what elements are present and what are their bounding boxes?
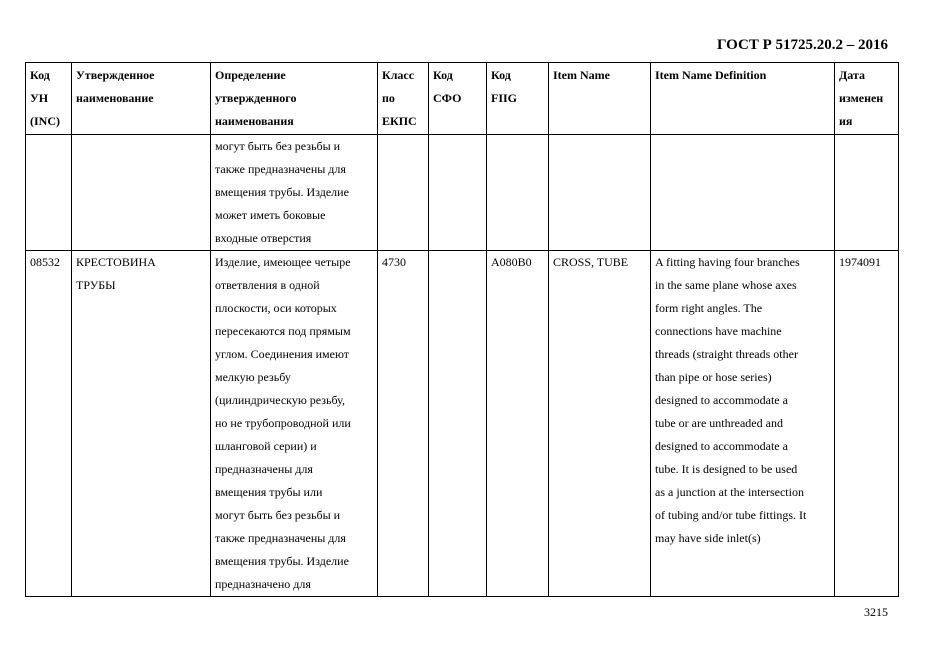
text-line: ТРУБЫ: [76, 278, 116, 292]
text-line: may have side inlet(s): [655, 531, 761, 545]
header-date: [835, 63, 899, 135]
document-standard-title: ГОСТ Р 51725.20.2 – 2016: [716, 37, 888, 53]
text-line: FIIG: [491, 91, 518, 105]
text-line: входные отверстия: [215, 231, 312, 245]
header-fiig: [487, 63, 549, 135]
text-line: могут быть без резьбы и: [215, 508, 341, 522]
cell-item-definition: [651, 251, 835, 597]
text-line: threads (straight threads other: [655, 347, 798, 361]
text-line: ия: [839, 114, 853, 128]
text-line: Класс: [382, 68, 415, 82]
header-item-definition: [651, 63, 835, 135]
text-line: Item Name Definition: [655, 68, 767, 82]
text-line: утвержденного: [215, 91, 297, 105]
text-line: Утвержденное: [76, 68, 155, 82]
text-line: A fitting having four branches: [655, 255, 800, 269]
text-line: of tubing and/or tube fittings. It: [655, 508, 807, 522]
text-line: designed to accommodate a: [655, 439, 788, 453]
text-line: мелкую резьбу: [215, 370, 291, 384]
text-line: может иметь боковые: [215, 208, 326, 222]
text-line: tube or are unthreaded and: [655, 416, 783, 430]
text-line: также предназначены для: [215, 162, 346, 176]
cell-empty: [72, 135, 211, 251]
cell-item-name: CROSS, TUBE: [549, 251, 651, 597]
text-line: Код: [433, 68, 453, 82]
text-line: Изделие, имеющее четыре: [215, 255, 351, 269]
text-line: также предназначены для: [215, 531, 346, 545]
cell-empty: [378, 135, 429, 251]
text-line: Определение: [215, 68, 286, 82]
cell-empty: [429, 135, 487, 251]
text-line: СФО: [433, 91, 462, 105]
text-line: вмещения трубы. Изделие: [215, 554, 349, 568]
page-number: 3215: [864, 605, 888, 619]
text-line: пересекаются под прямым: [215, 324, 351, 338]
text-line: ЕКПС: [382, 114, 417, 128]
header-inc: [26, 63, 72, 135]
cell-empty: [549, 135, 651, 251]
header-class: [378, 63, 429, 135]
text-line: Код: [491, 68, 511, 82]
cell-class: 4730: [378, 251, 429, 597]
text-line: connections have machine: [655, 324, 782, 338]
text-line: наименования: [215, 114, 294, 128]
text-line: Код: [30, 68, 50, 82]
text-line: плоскости, оси которых: [215, 301, 337, 315]
text-line: (цилиндрическую резьбу,: [215, 393, 345, 407]
text-line: углом. Соединения имеют: [215, 347, 350, 361]
catalog-table: [25, 62, 899, 597]
text-line: по: [382, 91, 395, 105]
table-row: [26, 251, 899, 597]
text-line: шланговой серии) и: [215, 439, 317, 453]
text-line: Item Name: [553, 68, 610, 82]
text-line: но не трубопроводной или: [215, 416, 351, 430]
cell-approved-name: [72, 251, 211, 597]
header-row: [26, 63, 899, 135]
text-line: предназначено для: [215, 577, 311, 591]
text-line: предназначены для: [215, 462, 313, 476]
text-line: designed to accommodate a: [655, 393, 788, 407]
cell-empty: [651, 135, 835, 251]
cell-empty: [487, 135, 549, 251]
text-line: in the same plane whose axes: [655, 278, 797, 292]
table-row-continuation: [26, 135, 899, 251]
cell-fiig: A080B0: [487, 251, 549, 597]
text-line: ответвления в одной: [215, 278, 320, 292]
text-line: form right angles. The: [655, 301, 763, 315]
header-sfo: [429, 63, 487, 135]
text-line: наименование: [76, 91, 154, 105]
text-line: КРЕСТОВИНА: [76, 255, 156, 269]
cell-empty: [835, 135, 899, 251]
cell-sfo: [429, 251, 487, 597]
text-line: (INC): [30, 114, 60, 128]
text-line: вмещения трубы или: [215, 485, 323, 499]
header-name-definition: [211, 63, 378, 135]
text-line: УН: [30, 91, 49, 105]
text-line: tube. It is designed to be used: [655, 462, 798, 476]
header-item-name: [549, 63, 651, 135]
cell-definition-continued: [211, 135, 378, 251]
text-line: Дата: [839, 68, 865, 82]
text-line: могут быть без резьбы и: [215, 139, 341, 153]
cell-date: 1974091: [835, 251, 899, 597]
cell-empty: [26, 135, 72, 251]
text-line: вмещения трубы. Изделие: [215, 185, 349, 199]
text-line: as a junction at the intersection: [655, 485, 804, 499]
text-line: than pipe or hose series): [655, 370, 772, 384]
cell-inc: 08532: [26, 251, 72, 597]
cell-definition: [211, 251, 378, 597]
text-line: изменен: [839, 91, 884, 105]
header-approved-name: [72, 63, 211, 135]
